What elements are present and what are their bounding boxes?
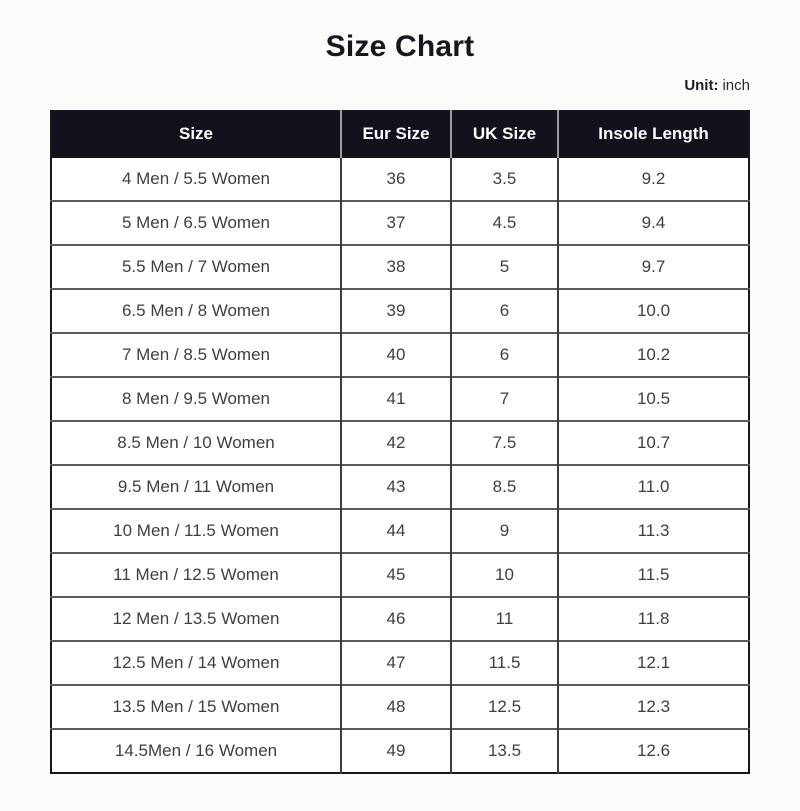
table-cell: 7 Men / 8.5 Women	[51, 333, 341, 377]
table-cell: 39	[341, 289, 451, 333]
table-row	[51, 509, 749, 553]
table-header	[51, 111, 749, 157]
table-cell: 11 Men / 12.5 Women	[51, 553, 341, 597]
table-cell: 42	[341, 421, 451, 465]
table-cell: 12.3	[558, 685, 749, 729]
table-cell: 5	[451, 245, 558, 289]
table-cell: 4.5	[451, 201, 558, 245]
table-cell: 5.5 Men / 7 Women	[51, 245, 341, 289]
table-cell: 12 Men / 13.5 Women	[51, 597, 341, 641]
table-row	[51, 421, 749, 465]
table-row	[51, 465, 749, 509]
table-cell: 10.7	[558, 421, 749, 465]
table-cell: 14.5Men / 16 Women	[51, 729, 341, 773]
table-cell: 43	[341, 465, 451, 509]
table-cell: 11.5	[451, 641, 558, 685]
table-cell: 6	[451, 289, 558, 333]
table-cell: 6.5 Men / 8 Women	[51, 289, 341, 333]
table-row	[51, 377, 749, 421]
table-row	[51, 685, 749, 729]
column-header: UK Size	[451, 111, 558, 157]
table-cell: 9	[451, 509, 558, 553]
table-cell: 10.2	[558, 333, 749, 377]
page-title: Size Chart	[325, 30, 475, 63]
table-cell: 10 Men / 11.5 Women	[51, 509, 341, 553]
table-cell: 7	[451, 377, 558, 421]
column-header: Eur Size	[341, 111, 451, 157]
table-cell: 4 Men / 5.5 Women	[51, 157, 341, 201]
table-cell: 47	[341, 641, 451, 685]
table-cell: 8.5	[451, 465, 558, 509]
table-cell: 37	[341, 201, 451, 245]
unit-note	[0, 77, 750, 94]
table-cell: 48	[341, 685, 451, 729]
table-row	[51, 597, 749, 641]
table-cell: 10.5	[558, 377, 749, 421]
table-cell: 11	[451, 597, 558, 641]
unit-label: Unit:	[684, 77, 719, 94]
table-row	[51, 157, 749, 201]
table-cell: 11.0	[558, 465, 749, 509]
table-cell: 12.5	[451, 685, 558, 729]
table-cell: 5 Men / 6.5 Women	[51, 201, 341, 245]
header-row	[51, 111, 749, 157]
table-cell: 8.5 Men / 10 Women	[51, 421, 341, 465]
table-cell: 12.5 Men / 14 Women	[51, 641, 341, 685]
table-cell: 9.5 Men / 11 Women	[51, 465, 341, 509]
table-row	[51, 333, 749, 377]
table-cell: 9.2	[558, 157, 749, 201]
table-cell: 11.8	[558, 597, 749, 641]
table-cell: 11.3	[558, 509, 749, 553]
table-cell: 12.1	[558, 641, 749, 685]
table-cell: 45	[341, 553, 451, 597]
table-cell: 49	[341, 729, 451, 773]
table-cell: 9.7	[558, 245, 749, 289]
table-row	[51, 641, 749, 685]
table-row	[51, 245, 749, 289]
table-cell: 12.6	[558, 729, 749, 773]
unit-value: inch	[722, 77, 750, 94]
table-cell: 38	[341, 245, 451, 289]
table-cell: 11.5	[558, 553, 749, 597]
column-header: Insole Length	[558, 111, 749, 157]
table-row	[51, 553, 749, 597]
table-cell: 40	[341, 333, 451, 377]
column-header: Size	[51, 111, 341, 157]
table-body	[51, 157, 749, 773]
table-cell: 13.5	[451, 729, 558, 773]
size-chart-table	[50, 110, 750, 774]
table-cell: 10.0	[558, 289, 749, 333]
table-cell: 3.5	[451, 157, 558, 201]
table-cell: 6	[451, 333, 558, 377]
table-cell: 41	[341, 377, 451, 421]
table-row	[51, 289, 749, 333]
table-cell: 8 Men / 9.5 Women	[51, 377, 341, 421]
table-cell: 36	[341, 157, 451, 201]
table-row	[51, 201, 749, 245]
table-cell: 10	[451, 553, 558, 597]
table-cell: 9.4	[558, 201, 749, 245]
table-cell: 44	[341, 509, 451, 553]
table-cell: 13.5 Men / 15 Women	[51, 685, 341, 729]
table-cell: 7.5	[451, 421, 558, 465]
table-cell: 46	[341, 597, 451, 641]
table-row	[51, 729, 749, 773]
